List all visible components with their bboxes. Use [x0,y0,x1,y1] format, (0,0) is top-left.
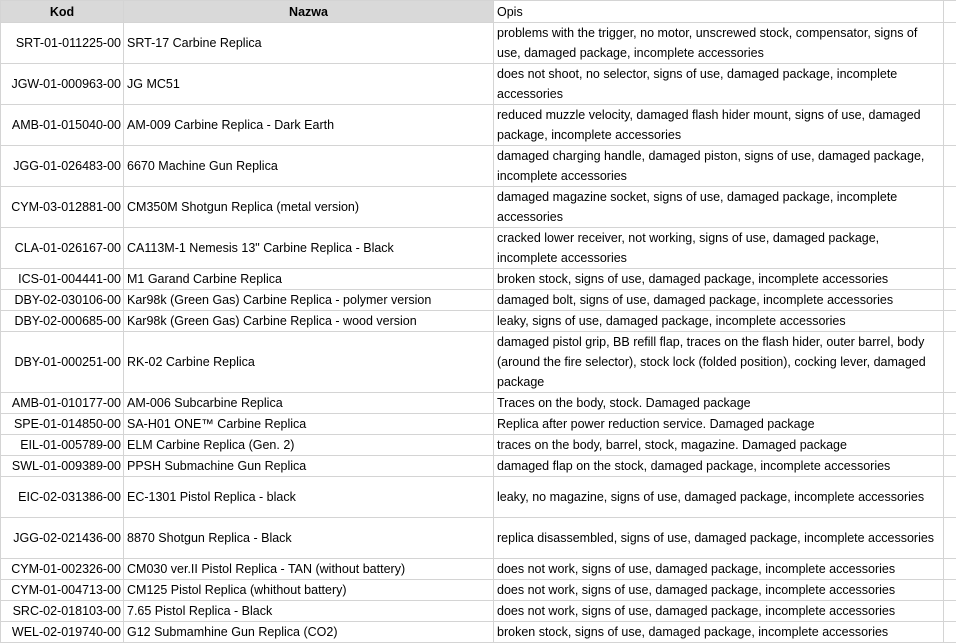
cell-name[interactable]: 7.65 Pistol Replica - Black [124,601,494,622]
table-row [1,559,956,580]
table-row [1,622,956,643]
table-row [1,435,956,456]
cell-name[interactable]: 8870 Shotgun Replica - Black [124,518,494,559]
cell-code[interactable]: SRC-02-018103-00 [1,601,124,622]
empty-cell[interactable] [944,435,956,456]
cell-description[interactable]: does not work, signs of use, damaged package, incomplete accessories [494,580,944,601]
header-cell-description[interactable]: Opis [494,1,944,23]
cell-name[interactable]: M1 Garand Carbine Replica [124,269,494,290]
cell-description[interactable]: leaky, signs of use, damaged package, incomplete accessories [494,311,944,332]
table-row [1,456,956,477]
cell-description[interactable]: Replica after power reduction service. Damaged package [494,414,944,435]
cell-description[interactable]: broken stock, signs of use, damaged package, incomplete accessories [494,622,944,643]
cell-code[interactable]: AMB-01-010177-00 [1,393,124,414]
empty-cell[interactable] [944,269,956,290]
empty-cell[interactable] [944,64,956,105]
table-row [1,105,956,146]
table-row [1,518,956,559]
table-row [1,477,956,518]
cell-code[interactable]: SPE-01-014850-00 [1,414,124,435]
cell-code[interactable]: WEL-02-019740-00 [1,622,124,643]
cell-description[interactable]: damaged magazine socket, signs of use, damaged package, incomplete accessories [494,187,944,228]
table-row [1,64,956,105]
empty-cell[interactable] [944,105,956,146]
empty-cell[interactable] [944,228,956,269]
cell-code[interactable]: SRT-01-011225-00 [1,23,124,64]
cell-name[interactable]: Kar98k (Green Gas) Carbine Replica - polymer version [124,290,494,311]
cell-name[interactable]: G12 Submamhine Gun Replica (CO2) [124,622,494,643]
cell-code[interactable]: JGG-02-021436-00 [1,518,124,559]
table-row [1,269,956,290]
cell-description[interactable]: leaky, no magazine, signs of use, damaged package, incomplete accessories [494,477,944,518]
cell-code[interactable]: DBY-02-000685-00 [1,311,124,332]
cell-name[interactable]: Kar98k (Green Gas) Carbine Replica - wood version [124,311,494,332]
cell-name[interactable]: AM-006 Subcarbine Replica [124,393,494,414]
cell-name[interactable]: CM125 Pistol Replica (whithout battery) [124,580,494,601]
table-row [1,332,956,393]
empty-cell[interactable] [944,290,956,311]
table-row [1,580,956,601]
cell-name[interactable]: ELM Carbine Replica (Gen. 2) [124,435,494,456]
cell-code[interactable]: JGW-01-000963-00 [1,64,124,105]
cell-code[interactable]: CYM-03-012881-00 [1,187,124,228]
empty-cell[interactable] [944,187,956,228]
cell-name[interactable]: CA113M-1 Nemesis 13" Carbine Replica - Black [124,228,494,269]
table-row [1,414,956,435]
cell-code[interactable]: JGG-01-026483-00 [1,146,124,187]
empty-cell[interactable] [944,518,956,559]
cell-name[interactable]: SRT-17 Carbine Replica [124,23,494,64]
empty-cell[interactable] [944,580,956,601]
cell-code[interactable]: AMB-01-015040-00 [1,105,124,146]
empty-cell[interactable] [944,332,956,393]
cell-description[interactable]: cracked lower receiver, not working, signs of use, damaged package, incomplete accessories [494,228,944,269]
cell-description[interactable]: problems with the trigger, no motor, unscrewed stock, compensator, signs of use, damaged package, incomplete accessories [494,23,944,64]
cell-description[interactable]: damaged pistol grip, BB refill flap, traces on the flash hider, outer barrel, body (around the fire selector), stock lock (folded position), cocking lever, damaged package [494,332,944,393]
cell-code[interactable]: CYM-01-002326-00 [1,559,124,580]
empty-cell[interactable] [944,559,956,580]
cell-name[interactable]: 6670 Machine Gun Replica [124,146,494,187]
empty-cell[interactable] [944,456,956,477]
cell-description[interactable]: does not work, signs of use, damaged package, incomplete accessories [494,559,944,580]
cell-description[interactable]: replica disassembled, signs of use, damaged package, incomplete accessories [494,518,944,559]
empty-cell[interactable] [944,23,956,64]
cell-description[interactable]: damaged bolt, signs of use, damaged package, incomplete accessories [494,290,944,311]
cell-description[interactable]: reduced muzzle velocity, damaged flash hider mount, signs of use, damaged package, incomplete accessories [494,105,944,146]
table-row [1,23,956,64]
table-row [1,311,956,332]
cell-name[interactable]: CM350M Shotgun Replica (metal version) [124,187,494,228]
empty-cell[interactable] [944,1,956,23]
table-row [1,146,956,187]
cell-name[interactable]: JG MC51 [124,64,494,105]
cell-name[interactable]: SA-H01 ONE™ Carbine Replica [124,414,494,435]
cell-name[interactable]: CM030 ver.II Pistol Replica - TAN (without battery) [124,559,494,580]
empty-cell[interactable] [944,477,956,518]
cell-name[interactable]: RK-02 Carbine Replica [124,332,494,393]
cell-name[interactable]: AM-009 Carbine Replica - Dark Earth [124,105,494,146]
header-row [1,1,956,23]
empty-cell[interactable] [944,414,956,435]
cell-description[interactable]: does not shoot, no selector, signs of use, damaged package, incomplete accessories [494,64,944,105]
cell-code[interactable]: DBY-02-030106-00 [1,290,124,311]
cell-code[interactable]: ICS-01-004441-00 [1,269,124,290]
cell-code[interactable]: EIL-01-005789-00 [1,435,124,456]
empty-cell[interactable] [944,601,956,622]
cell-name[interactable]: EC-1301 Pistol Replica - black [124,477,494,518]
cell-description[interactable]: traces on the body, barrel, stock, magazine. Damaged package [494,435,944,456]
cell-description[interactable]: damaged flap on the stock, damaged package, incomplete accessories [494,456,944,477]
cell-description[interactable]: broken stock, signs of use, damaged package, incomplete accessories [494,269,944,290]
cell-code[interactable]: CYM-01-004713-00 [1,580,124,601]
table-row [1,393,956,414]
empty-cell[interactable] [944,622,956,643]
empty-cell[interactable] [944,311,956,332]
cell-description[interactable]: Traces on the body, stock. Damaged package [494,393,944,414]
header-cell-name[interactable]: Nazwa [124,1,494,23]
cell-description[interactable]: damaged charging handle, damaged piston, signs of use, damaged package, incomplete accessories [494,146,944,187]
table-row [1,290,956,311]
cell-code[interactable]: EIC-02-031386-00 [1,477,124,518]
cell-code[interactable]: CLA-01-026167-00 [1,228,124,269]
cell-code[interactable]: DBY-01-000251-00 [1,332,124,393]
table-row [1,228,956,269]
table-row [1,187,956,228]
header-cell-code[interactable]: Kod [1,1,124,23]
empty-cell[interactable] [944,146,956,187]
cell-code[interactable]: SWL-01-009389-00 [1,456,124,477]
empty-cell[interactable] [944,393,956,414]
cell-description[interactable]: does not work, signs of use, damaged package, incomplete accessories [494,601,944,622]
cell-name[interactable]: PPSH Submachine Gun Replica [124,456,494,477]
table-row [1,601,956,622]
